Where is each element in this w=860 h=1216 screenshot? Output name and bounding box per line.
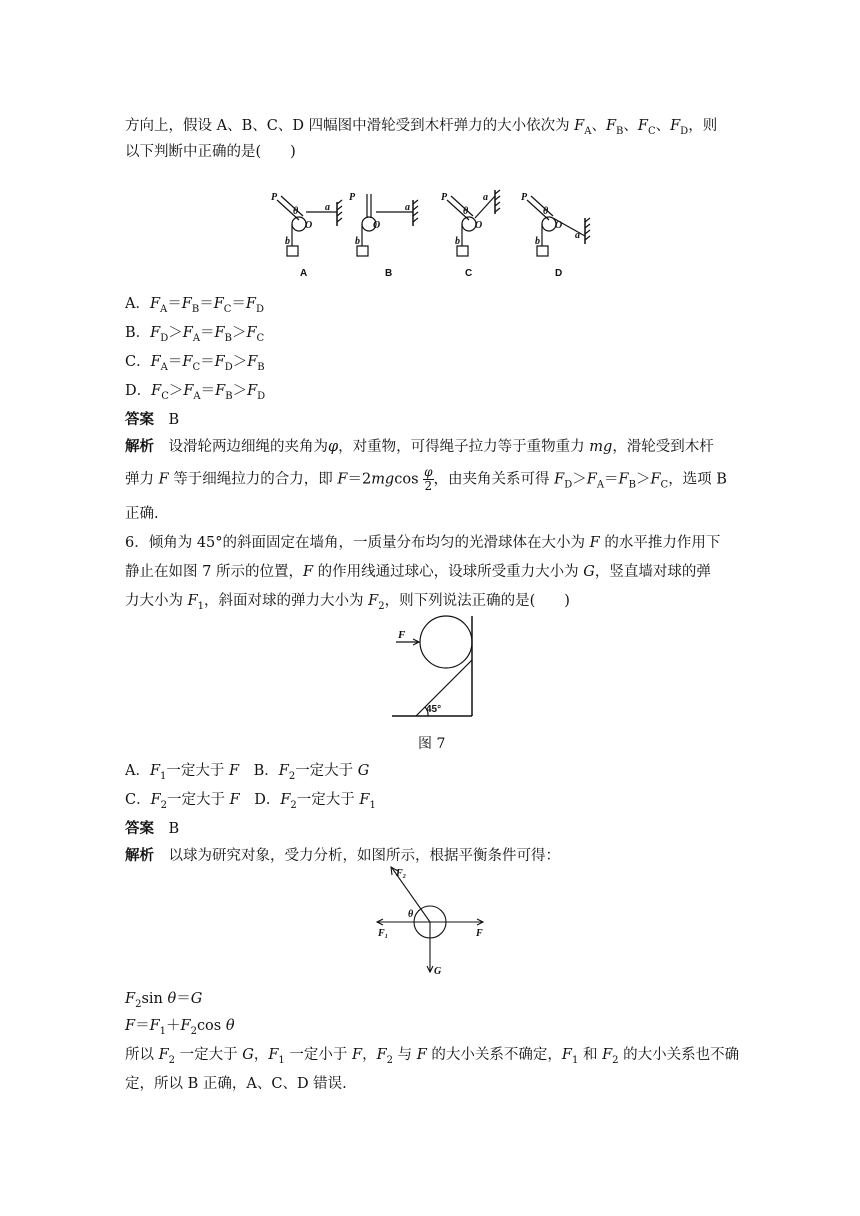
q6-options-row2: C．$F_2$一定大于 F D．$F_2$一定大于 $F_1$ <box>125 792 376 811</box>
q6-equation-2: $F=F_1+F_2\cos$ θ <box>125 1018 235 1037</box>
svg-text:b: b <box>535 236 540 247</box>
q6-answer: 答案 B <box>125 820 180 837</box>
q5-analysis-line2: 弹力 F 等于细绳拉力的合力，即 F＝2mgcos $\frac{\varphi}{2}$ ，由夹角关系可得 $F_D>F_A=F_B>F_C$，选项 B <box>125 465 727 493</box>
svg-text:O: O <box>305 220 313 231</box>
svg-text:θ: θ <box>463 206 469 217</box>
svg-text:P: P <box>349 192 356 203</box>
q5-option-d: D．$F_C>F_A=F_B>F_D$ <box>125 383 266 402</box>
q6-conclusion-line2: 定，所以 B 正确，A、C、D 错误. <box>125 1076 347 1092</box>
q6-equation-1: $F_2\sin$ θ＝G <box>125 991 203 1010</box>
q6-analysis-line1: 解析 以球为研究对象，受力分析，如图所示，根据平衡条件可得： <box>125 847 560 864</box>
figure-7-caption: 图 7 <box>418 736 446 752</box>
q6-line2: 静止在如图 7 所示的位置，F 的作用线通过球心，设球所受重力大小为 G，竖直墙对球的弹 <box>125 564 711 580</box>
fbd-label-f1: F₁ <box>378 928 389 939</box>
figure-force-label: F <box>398 629 406 641</box>
q5-analysis-line1: 解析 设滑轮两边细绳的夹角为φ，对重物，可得绳子拉力等于重物重力 mg，滑轮受到木杆 <box>125 438 714 455</box>
svg-text:a: a <box>575 230 580 241</box>
q6-line1: 6．倾角为 45°的斜面固定在墙角，一质量分布均匀的光滑球体在大小为 F 的水平推力作用下 <box>125 535 721 551</box>
figure-label-a: A <box>300 268 308 279</box>
fbd-label-g: G <box>434 966 442 977</box>
q5-pulley-figures <box>265 188 595 280</box>
q6-conclusion-line1: 所以 $F_2$ 一定大于 G，$F_1$ 一定小于 F，$F_2$ 与 F 的大小关系不确定，$F_1$ 和 $F_2$ 的大小关系也不确 <box>125 1047 740 1066</box>
svg-text:b: b <box>355 236 360 247</box>
q6-figure-7 <box>388 612 478 722</box>
q5-answer: 答案 B <box>125 411 180 428</box>
figure-label-c: C <box>465 268 473 279</box>
q5-option-b: B．$F_D>F_A=F_B>F_C$ <box>125 325 265 344</box>
fbd-label-theta: θ <box>408 909 414 920</box>
figure-label-d: D <box>555 268 563 279</box>
figure-label-b: B <box>385 268 393 279</box>
fbd-label-f2: F₂ <box>396 868 407 879</box>
q5-analysis-line3: 正确. <box>125 506 159 522</box>
fbd-label-f: F <box>476 928 483 939</box>
svg-text:b: b <box>285 236 290 247</box>
phi-over-2-fraction: $\frac{\varphi}{2}$ <box>424 465 433 493</box>
q6-line3: 力大小为 $F_1$，斜面对球的弹力大小为 $F_2$，则下列说法正确的是( ) <box>125 593 570 612</box>
q5-option-a: A．$F_A=F_B=F_C=F_D$ <box>125 296 265 315</box>
svg-text:a: a <box>405 202 410 213</box>
svg-text:θ: θ <box>543 206 549 217</box>
q5-intro-line2: 以下判断中正确的是( ) <box>125 144 296 160</box>
svg-text:O: O <box>555 220 563 231</box>
svg-text:a: a <box>325 202 330 213</box>
figure-angle-label: 45° <box>426 704 442 715</box>
q6-free-body-diagram <box>370 862 490 980</box>
svg-text:θ: θ <box>293 206 299 217</box>
svg-text:O: O <box>373 220 381 231</box>
q5-option-c: C．$F_A=F_C=F_D>F_B$ <box>125 354 265 373</box>
q5-intro-line1: 方向上，假设 A、B、C、D 四幅图中滑轮受到木杆弹力的大小依次为 $F_A$、$F_B$、$F_C$、$F_D$，则 <box>125 118 718 137</box>
q6-options-row1: A．$F_1$一定大于 F B．$F_2$一定大于 G <box>125 763 370 782</box>
svg-text:b: b <box>455 236 460 247</box>
svg-text:P: P <box>441 192 448 203</box>
svg-text:a: a <box>483 192 488 203</box>
svg-text:P: P <box>521 192 528 203</box>
svg-text:O: O <box>475 220 483 231</box>
svg-text:P: P <box>271 192 278 203</box>
